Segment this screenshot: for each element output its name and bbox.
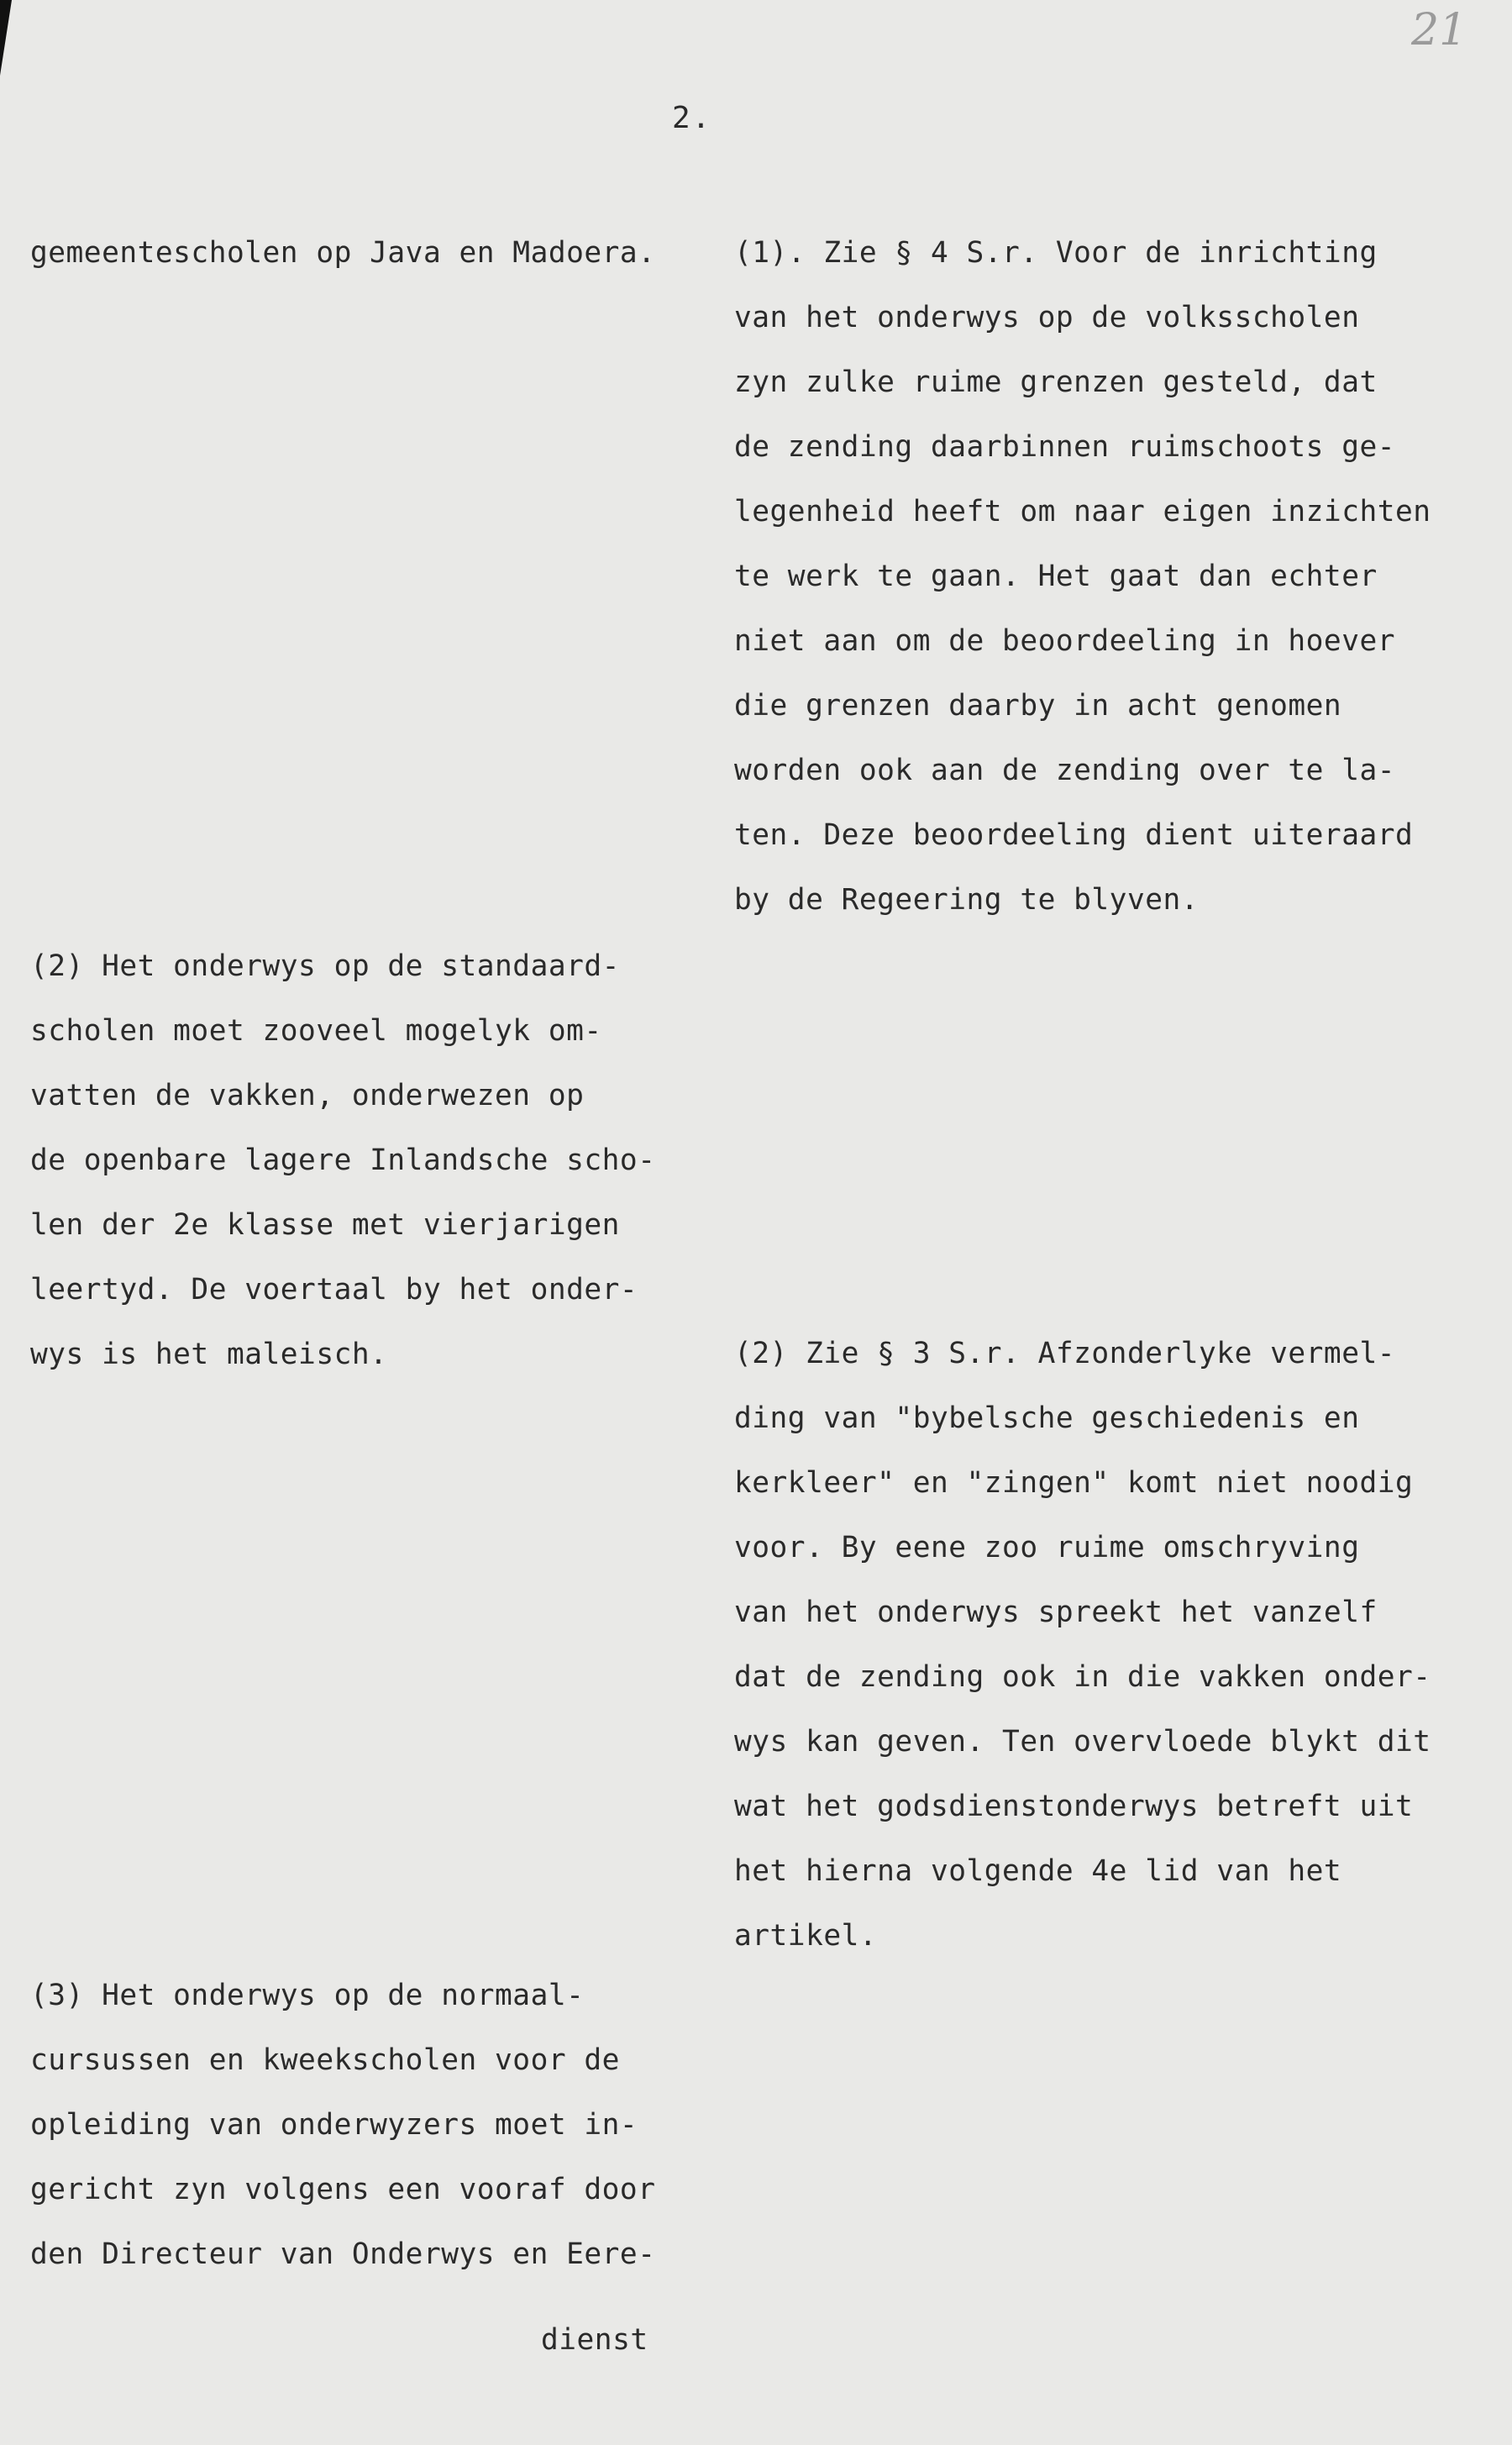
text-line: de zending daarbinnen ruimschoots ge- xyxy=(734,430,1396,464)
text-line: wys kan geven. Ten overvloede blykt dit xyxy=(734,1725,1431,1759)
text-line: het hierna volgende 4e lid van het xyxy=(734,1854,1342,1888)
text-line: voor. By eene zoo ruime omschryving xyxy=(734,1531,1360,1564)
text-line: van het onderwys op de volksscholen xyxy=(734,301,1360,334)
page-number: 2. xyxy=(672,101,712,135)
text-line: niet aan om de beoordeeling in hoever xyxy=(734,624,1396,658)
left-paragraph-note-3 xyxy=(30,1964,702,2287)
text-line: cursussen en kweekscholen voor de xyxy=(30,2043,620,2077)
text-line: kerkleer" en "zingen" komt niet noodig xyxy=(734,1466,1414,1500)
text-line: ding van "bybelsche geschiedenis en xyxy=(734,1401,1360,1435)
page-corner-shadow xyxy=(0,0,12,76)
text-line: artikel. xyxy=(734,1919,878,1953)
left-intro-text xyxy=(30,221,702,286)
text-line: de openbare lagere Inlandsche scho- xyxy=(30,1144,656,1177)
text-line: gericht zyn volgens een vooraf door xyxy=(30,2173,656,2206)
right-paragraph-comment-1 xyxy=(734,221,1490,933)
text-line: scholen moet zooveel mogelyk om- xyxy=(30,1014,602,1048)
text-line: den Directeur van Onderwys en Eere- xyxy=(30,2237,656,2271)
text-line: vatten de vakken, onderwezen op xyxy=(30,1079,585,1112)
text-line: zyn zulke ruime grenzen gesteld, dat xyxy=(734,365,1378,399)
text-line: (2) Het onderwys op de standaard- xyxy=(30,949,620,983)
text-line: legenheid heeft om naar eigen inzichten xyxy=(734,495,1431,528)
text-line: (3) Het onderwys op de normaal- xyxy=(30,1979,585,2012)
text-line: gemeentescholen op Java en Madoera. xyxy=(30,236,656,270)
left-paragraph-note-2 xyxy=(30,934,702,1387)
text-line: worden ook aan de zending over te la- xyxy=(734,754,1396,787)
right-paragraph-comment-2 xyxy=(734,1322,1490,1969)
text-line: (1). Zie § 4 S.r. Voor de inrichting xyxy=(734,236,1378,270)
text-line: wys is het maleisch. xyxy=(30,1338,388,1371)
text-line: (2) Zie § 3 S.r. Afzonderlyke vermel- xyxy=(734,1337,1396,1370)
text-line: van het onderwys spreekt het vanzelf xyxy=(734,1596,1378,1629)
folio-number: 21 xyxy=(1411,5,1467,55)
text-line: len der 2e klasse met vierjarigen xyxy=(30,1208,620,1242)
text-line: die grenzen daarby in acht genomen xyxy=(734,689,1342,723)
text-line: ten. Deze beoordeeling dient uiteraard xyxy=(734,818,1414,852)
catchword: dienst xyxy=(541,2323,648,2357)
text-line: wat het godsdienstonderwys betreft uit xyxy=(734,1790,1414,1823)
text-line: dat de zending ook in die vakken onder- xyxy=(734,1660,1431,1694)
text-line: te werk te gaan. Het gaat dan echter xyxy=(734,560,1378,593)
text-line: leertyd. De voertaal by het onder- xyxy=(30,1273,638,1307)
text-line: by de Regeering te blyven. xyxy=(734,883,1200,917)
text-line: opleiding van onderwyzers moet in- xyxy=(30,2108,638,2142)
